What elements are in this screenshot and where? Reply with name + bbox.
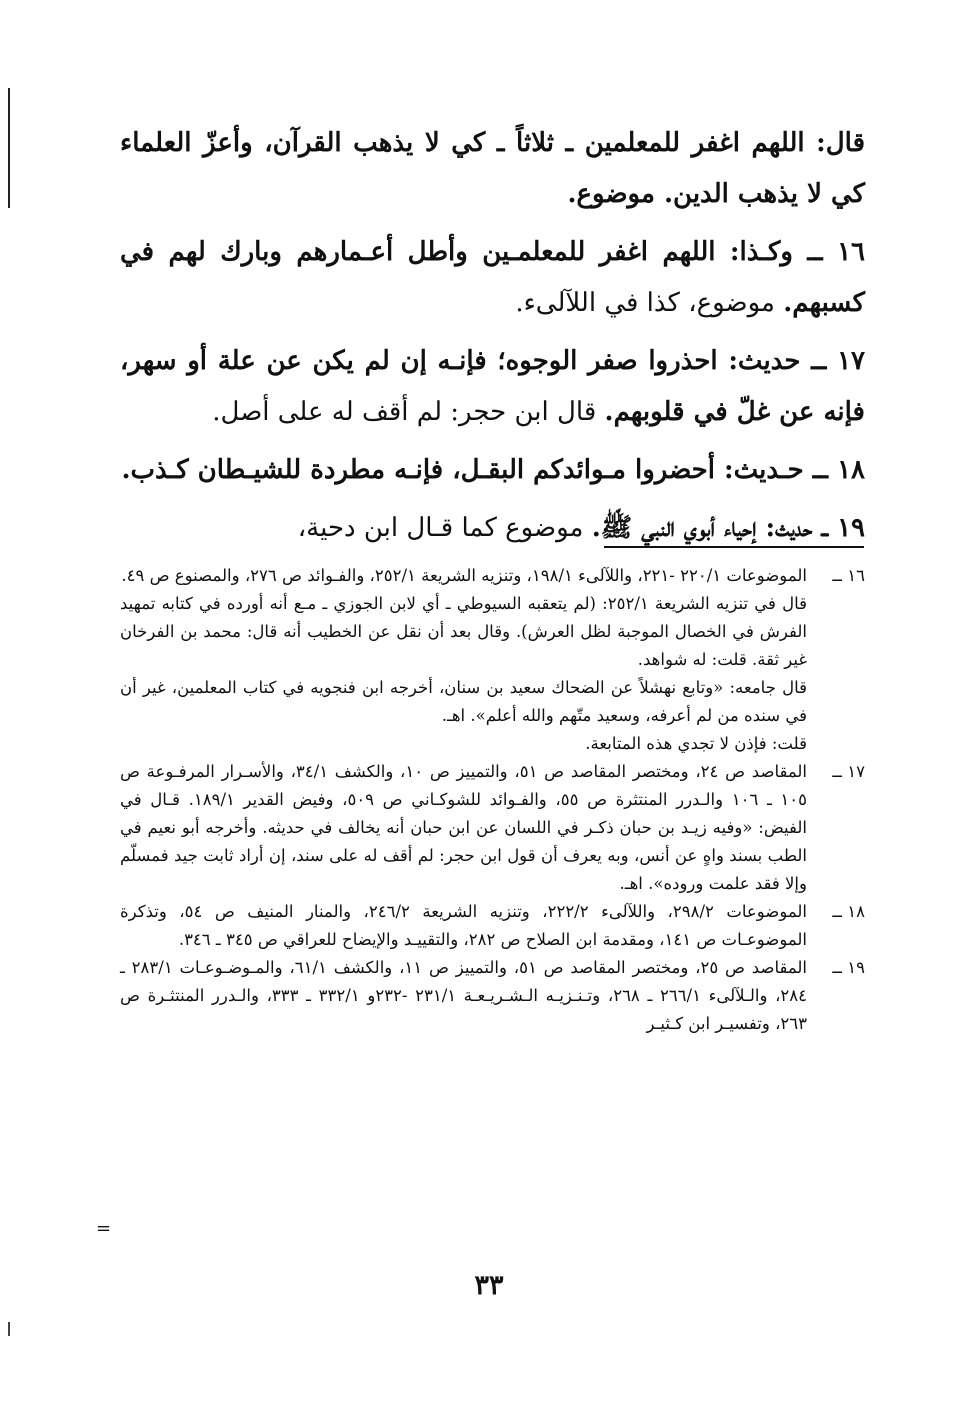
hadith-16-verdict: موضوع، كذا في اللآلىء. — [515, 288, 784, 318]
footnote-paragraph: قال في تنزيه الشريعة ٢٥٢/١: (لم يتعقبه السيوطي ـ أي لابن الجوزي ـ مـع أنه أورده في كتابه تمهيد الفرش في الخصال الموجبة لظل العرش). وقال بعد أن نقل عن الخطيب أنه قال: محمد بن الفرخان غير ثقة. قلت: له شواهد. — [120, 594, 807, 669]
page-number: ٣٣ — [474, 1270, 504, 1301]
hadith-19-verdict: موضوع كما قـال ابن دحية، — [297, 513, 592, 543]
hadith-16 — [120, 227, 865, 329]
continuation-mark: = — [96, 1218, 112, 1239]
footnote-body — [120, 898, 807, 954]
footnote-number: ١٩ ــ — [832, 958, 865, 977]
scan-margin-line — [8, 88, 10, 208]
footnote-17 — [120, 758, 865, 898]
hadith-18 — [120, 445, 865, 496]
hadith-19-text: ١٩ ــ حديث: إحياء أبوي النبي ﷺ. — [591, 513, 865, 543]
footnote-body — [120, 954, 807, 1038]
footnote-number: ١٧ ــ — [832, 762, 865, 781]
footnotes — [120, 562, 865, 1038]
scan-margin-mark — [8, 1322, 10, 1336]
footnote-paragraph: قلت: فإذن لا تجدي هذه المتابعة. — [585, 734, 807, 753]
footnote-paragraph: قال جامعه: «وتابع نهشلاً عن الضحاك سعيد بن سنان، أخرجه ابن فنجويه في كتاب المعلمين، غير أن في سنده من لم أعرفه، وسعيد متّهم والله أعلم». اهـ. — [120, 678, 807, 725]
hadith-16-text: ١٦ ــ وكـذا: اللهم اغفر للمعلمـين وأطل أعـمارهم وبارك لهم في كسبهم. — [120, 237, 865, 318]
footnote-16 — [120, 562, 865, 758]
footnote-paragraph: الموضوعات ٢٩٨/٢، واللآلىء ٢٢٢/٢، وتنزيه الشريعة ٢٤٦/٢، والمنار المنيف ص ٥٤، وتذكرة الموضوعـات ص ١٤١، ومقدمة ابن الصلاح ص ٢٨٢، والتقييـد والإيضاح للعراقي ص ٣٤٥ ـ ٣٤٦. — [120, 902, 807, 949]
footnote-paragraph: المقاصد ص ٢٥، ومختصر المقاصد ص ٥١، والتمييز ص ١١، والكشف ٦١/١، والمـوضـوعـات ٢٨٣/١ ـ ٢٨٤، والـلآلىء ٢٦٦/١ ـ ٢٦٨، وتـنـزيـه الـشـريـعـة ٢٣١/١ -٢٣٢و ٣٣٢/١ ـ ٣٣٣، والـدرر المنتثـرة ص ٢٦٣، وتفسيـر ابن كـثيـر — [120, 958, 807, 1033]
footnote-body — [120, 562, 807, 758]
footnote-18 — [120, 898, 865, 954]
footnote-number: ١٨ ــ — [832, 902, 865, 921]
footnote-number: ١٦ ــ — [832, 566, 865, 585]
footnote-paragraph: الموضوعات ٢٢٠/١ -٢٢١، واللآلىء ١٩٨/١، وتنزيه الشريعة ٢٥٢/١، والفـوائد ص ٢٧٦، والمصنوع ص ٤٩. — [121, 566, 807, 585]
main-paragraph-1-text: قال: اللهم اغفر للمعلمين ـ ثلاثاً ـ كي لا يذهب القرآن، وأعزّ العلماء كي لا يذهب الدين. موضوع. — [120, 128, 865, 209]
hadith-17-text: ١٧ ــ حديث: احذروا صفر الوجوه؛ فإنـه إن لم يكن عن علة أو سهر، فإنه عن غلّ في قلوبهم. — [120, 346, 865, 427]
main-paragraph-1 — [120, 118, 865, 220]
hadith-17 — [120, 336, 865, 438]
hadith-18-text: ١٨ ــ حـديث: أحضروا مـوائدكم البقـل، فإنـه مطردة للشيـطان كـذب. — [121, 455, 865, 485]
footnote-separator — [604, 546, 864, 548]
footnote-19 — [120, 954, 865, 1038]
hadith-17-verdict: قال ابن حجر: لم أقف له على أصل. — [212, 397, 605, 427]
main-text — [120, 118, 865, 561]
footnote-paragraph: المقاصد ص ٢٤، ومختصر المقاصد ص ٥١، والتمييز ص ١٠، والكشف ٣٤/١، والأسـرار المرفـوعة ص ١٠٥ ـ ١٠٦ والـدرر المنتثرة ص ٥٥، والفـوائد للشوكـاني ص ٥٠٩، وفيض القدير ١٨٩/١. قـال في الفيض: «وفيه زيـد بن حبان ذكـر في اللسان عن ابن حبان أنه يخالف في حديثه. وأخرجه أبو نعيم في الطب بسند واهٍ عن أنس، وبه يعرف أن قول ابن حجر: لم أقف له على سند، إن أراد ثابت جيد فمسلّم وإلا فقد علمت وروده». اهـ. — [120, 762, 807, 893]
footnote-body — [120, 758, 807, 898]
